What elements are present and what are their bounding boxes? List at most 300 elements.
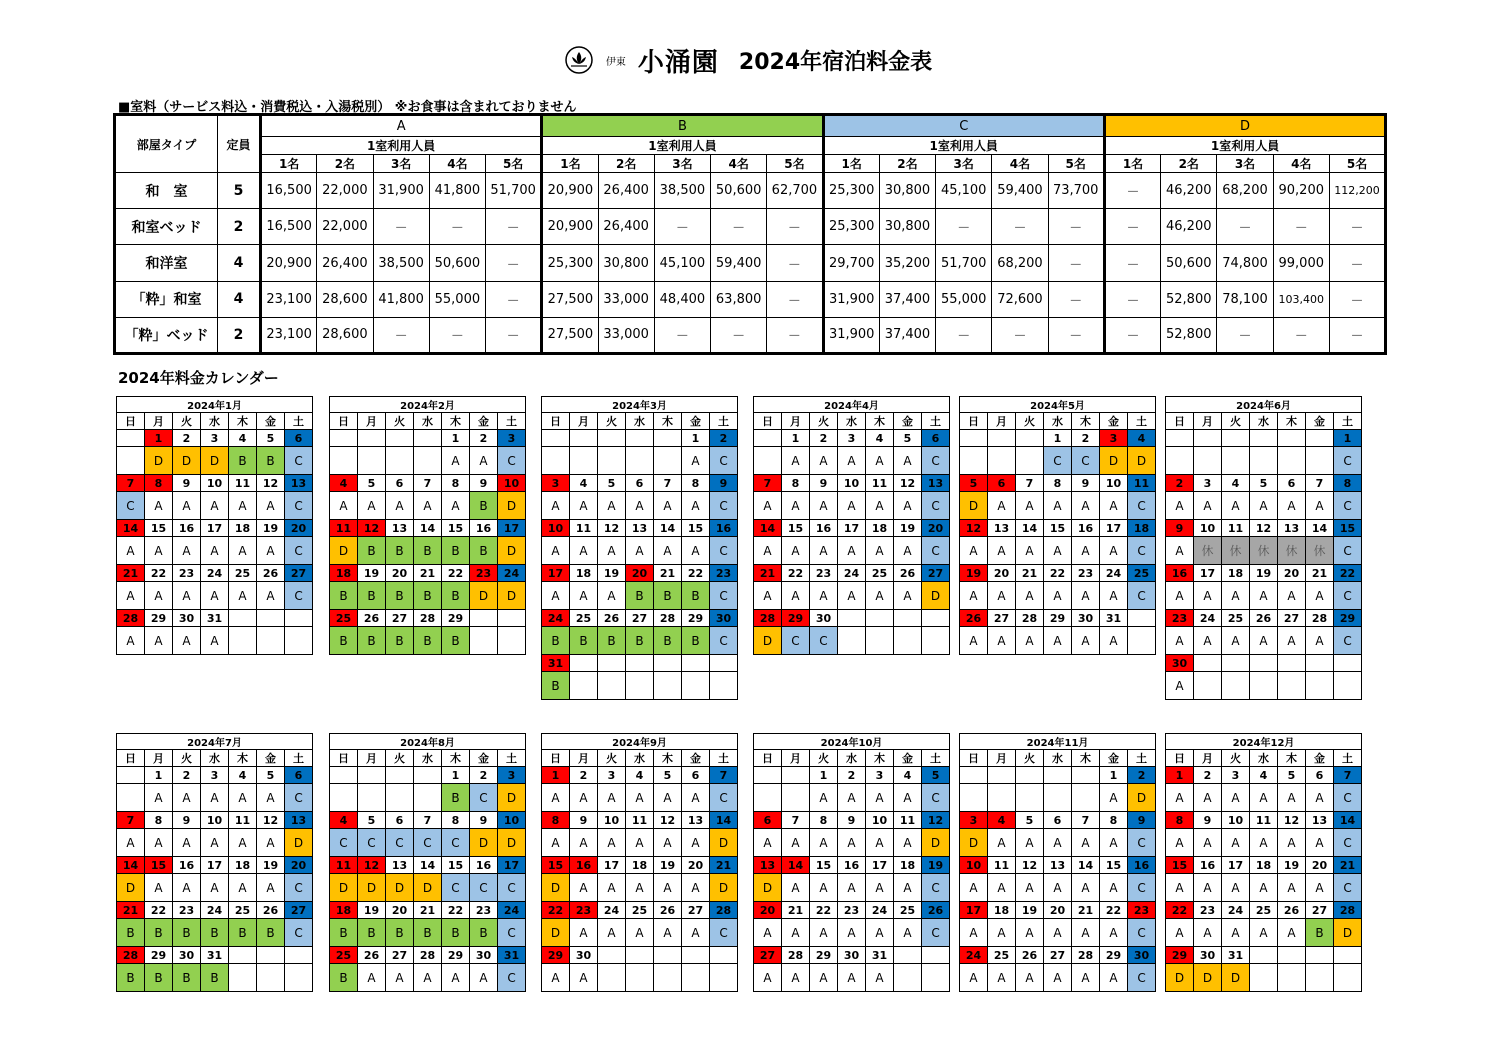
day-number: 19 (894, 520, 922, 537)
rate-code-cell: B (414, 919, 442, 947)
rate-code-cell: A (173, 582, 201, 610)
day-number: 23 (470, 902, 498, 919)
day-number: 23 (710, 565, 738, 582)
rate-code-cell: A (117, 537, 145, 565)
day-number: 22 (682, 565, 710, 582)
room-capacity: 4 (218, 281, 261, 317)
empty-rate-cell (838, 627, 866, 655)
weekday-header: 金 (470, 413, 498, 430)
empty-day-cell (470, 610, 498, 627)
per-room-label: 1室利用人員 (542, 137, 823, 155)
rate-code-cell: A (1100, 492, 1128, 520)
price-cell: 63,800 (711, 281, 767, 317)
rate-code-cell: B (201, 919, 229, 947)
weekday-header: 月 (145, 750, 173, 767)
weekday-header: 金 (1306, 413, 1334, 430)
day-number: 4 (330, 475, 358, 492)
empty-rate-cell (1016, 447, 1044, 475)
rate-code-cell: A (542, 784, 570, 812)
day-number: 10 (542, 520, 570, 537)
weekday-header: 火 (1222, 413, 1250, 430)
rate-code-cell: A (782, 447, 810, 475)
weekday-header: 火 (173, 413, 201, 430)
day-number: 4 (1128, 430, 1156, 447)
day-number: 23 (570, 902, 598, 919)
price-cell: － (1329, 317, 1385, 353)
rate-code-cell: A (570, 874, 598, 902)
rate-code-cell: A (229, 874, 257, 902)
rate-code-cell: A (1278, 919, 1306, 947)
day-number: 3 (201, 430, 229, 447)
weekday-header: 火 (598, 413, 626, 430)
price-cell: 51,700 (936, 245, 992, 281)
weekday-header: 水 (201, 750, 229, 767)
day-number: 3 (838, 430, 866, 447)
weekday-header: 火 (810, 750, 838, 767)
empty-rate-cell (1222, 447, 1250, 475)
day-number: 3 (498, 430, 526, 447)
weekday-header: 火 (1016, 413, 1044, 430)
empty-day-cell (960, 430, 988, 447)
day-number: 23 (838, 902, 866, 919)
empty-rate-cell (542, 447, 570, 475)
rate-code-cell: A (1306, 492, 1334, 520)
rate-code-cell: A (810, 829, 838, 857)
day-number: 30 (838, 947, 866, 964)
rate-code-cell: B (358, 537, 386, 565)
day-number: 25 (988, 947, 1016, 964)
day-number: 28 (117, 947, 145, 964)
rate-code-cell: A (173, 537, 201, 565)
day-number: 1 (682, 430, 710, 447)
price-table (113, 113, 1387, 355)
day-number: 7 (1016, 475, 1044, 492)
day-number: 24 (598, 902, 626, 919)
month-title: 2024年7月 (117, 734, 313, 750)
day-number: 15 (1100, 857, 1128, 874)
rate-code-cell: B (442, 919, 470, 947)
room-type-name: 和 室 (115, 173, 218, 209)
weekday-header: 金 (894, 750, 922, 767)
rate-code-cell: B (1306, 919, 1334, 947)
price-cell: 41,800 (429, 173, 485, 209)
weekday-header: 火 (386, 413, 414, 430)
rate-code-cell: B (442, 537, 470, 565)
day-number: 16 (570, 857, 598, 874)
rate-code-cell: C (1334, 537, 1362, 565)
month-title: 2024年10月 (754, 734, 950, 750)
empty-rate-cell (117, 784, 145, 812)
day-number: 14 (414, 520, 442, 537)
weekday-header: 金 (1100, 750, 1128, 767)
day-number: 30 (470, 947, 498, 964)
rate-code-cell: A (145, 492, 173, 520)
rate-code-cell: A (229, 582, 257, 610)
price-cell: 46,200 (1161, 173, 1217, 209)
weekday-header: 日 (117, 413, 145, 430)
rate-code-cell: A (1044, 492, 1072, 520)
rate-code-cell: A (654, 919, 682, 947)
price-cell: － (486, 209, 542, 245)
persons-header: 3名 (654, 155, 710, 173)
day-number: 15 (145, 520, 173, 537)
day-number: 19 (257, 857, 285, 874)
per-room-label: 1室利用人員 (261, 137, 542, 155)
day-number: 25 (626, 902, 654, 919)
day-number: 12 (960, 520, 988, 537)
rate-code-cell: D (498, 492, 526, 520)
empty-day-cell (1250, 655, 1278, 672)
empty-day-cell (1072, 767, 1100, 784)
page-title: 2024年宿泊料金表 (738, 49, 933, 75)
rate-code-cell: D (498, 784, 526, 812)
day-number: 4 (894, 767, 922, 784)
price-cell: － (992, 209, 1048, 245)
rate-code-cell: C (710, 582, 738, 610)
day-number: 20 (754, 902, 782, 919)
weekday-header: 日 (754, 750, 782, 767)
price-cell: － (767, 281, 823, 317)
rate-code-cell: C (285, 874, 313, 902)
day-number: 17 (866, 857, 894, 874)
empty-day-cell (1016, 767, 1044, 784)
price-cell: － (1217, 209, 1273, 245)
weekday-header: 金 (257, 413, 285, 430)
weekday-header: 土 (710, 413, 738, 430)
price-cell: － (654, 209, 710, 245)
day-number: 13 (285, 812, 313, 829)
day-number: 24 (1194, 610, 1222, 627)
rate-code-cell: A (810, 537, 838, 565)
rate-code-cell: C (922, 784, 950, 812)
price-cell: 51,700 (486, 173, 542, 209)
day-number: 20 (626, 565, 654, 582)
rate-code-cell: B (173, 919, 201, 947)
rate-code-cell: 休 (1278, 537, 1306, 565)
rate-code-cell: A (838, 829, 866, 857)
rate-code-cell: C (1128, 919, 1156, 947)
day-number: 3 (598, 767, 626, 784)
rate-code-cell: A (414, 492, 442, 520)
rate-code-cell: A (1100, 627, 1128, 655)
price-cell: － (936, 317, 992, 353)
rate-code-cell: A (570, 964, 598, 992)
day-number: 16 (1194, 857, 1222, 874)
day-number: 8 (1100, 812, 1128, 829)
empty-day-cell (414, 430, 442, 447)
month-title: 2024年9月 (542, 734, 738, 750)
day-number: 9 (173, 475, 201, 492)
room-type-name: 「粋」ベッド (115, 317, 218, 353)
rate-code-cell: A (838, 919, 866, 947)
day-number: 7 (414, 475, 442, 492)
rate-code-cell: A (442, 447, 470, 475)
weekday-header: 月 (358, 413, 386, 430)
rate-code-cell: C (442, 874, 470, 902)
day-number: 15 (810, 857, 838, 874)
day-number: 23 (810, 565, 838, 582)
day-number: 2 (1194, 767, 1222, 784)
rate-code-cell: D (285, 829, 313, 857)
day-number: 18 (1222, 565, 1250, 582)
price-cell: － (1048, 281, 1104, 317)
day-number: 22 (145, 565, 173, 582)
rate-code-cell: A (1250, 829, 1278, 857)
day-number: 24 (498, 902, 526, 919)
rate-code-cell: A (754, 964, 782, 992)
rate-code-cell: A (1222, 784, 1250, 812)
day-number: 14 (710, 812, 738, 829)
day-number: 6 (754, 812, 782, 829)
day-number: 8 (1334, 475, 1362, 492)
rate-code-cell: A (782, 582, 810, 610)
rate-code-cell: C (922, 874, 950, 902)
rate-code-cell: A (1044, 537, 1072, 565)
rate-code-cell: A (754, 492, 782, 520)
rate-code-cell: A (145, 829, 173, 857)
day-number: 17 (542, 565, 570, 582)
rate-code-cell: C (470, 874, 498, 902)
empty-day-cell (229, 947, 257, 964)
rate-code-cell: C (358, 829, 386, 857)
weekday-header: 金 (894, 413, 922, 430)
rate-code-cell: C (330, 829, 358, 857)
weekday-header: 土 (922, 413, 950, 430)
rate-code-cell: A (173, 492, 201, 520)
weekday-header: 水 (1044, 413, 1072, 430)
day-number: 15 (1166, 857, 1194, 874)
day-number: 30 (810, 610, 838, 627)
day-number: 29 (542, 947, 570, 964)
rate-group-d-header: D (1104, 115, 1385, 137)
rate-code-cell: A (117, 627, 145, 655)
rate-code-cell: A (1278, 829, 1306, 857)
day-number: 6 (626, 475, 654, 492)
rate-code-cell: A (1016, 829, 1044, 857)
rate-code-cell: 休 (1194, 537, 1222, 565)
day-number: 18 (866, 520, 894, 537)
day-number: 16 (1072, 520, 1100, 537)
empty-rate-cell (358, 784, 386, 812)
rate-code-cell: A (838, 537, 866, 565)
rate-code-cell: B (570, 627, 598, 655)
month-calendar (116, 733, 313, 992)
empty-rate-cell (710, 672, 738, 700)
weekday-header: 金 (682, 413, 710, 430)
price-cell: 20,900 (542, 209, 598, 245)
rate-code-cell: D (117, 874, 145, 902)
empty-rate-cell (894, 964, 922, 992)
day-number: 8 (1044, 475, 1072, 492)
rate-code-cell: A (1016, 874, 1044, 902)
weekday-header: 日 (542, 750, 570, 767)
rate-code-cell: C (710, 492, 738, 520)
price-cell: － (1104, 209, 1160, 245)
rate-code-cell: B (117, 919, 145, 947)
rate-code-cell: A (257, 874, 285, 902)
rate-code-cell: A (988, 582, 1016, 610)
day-number: 8 (810, 812, 838, 829)
day-number: 5 (1250, 475, 1278, 492)
day-number: 25 (1250, 902, 1278, 919)
day-number: 29 (782, 610, 810, 627)
rate-code-cell: D (960, 492, 988, 520)
month-title: 2024年1月 (117, 397, 313, 413)
day-number: 27 (626, 610, 654, 627)
day-number: 15 (682, 520, 710, 537)
day-number: 31 (201, 947, 229, 964)
rate-code-cell: C (470, 784, 498, 812)
rate-code-cell: D (542, 874, 570, 902)
rate-code-cell: C (710, 537, 738, 565)
empty-rate-cell (1278, 447, 1306, 475)
rate-code-cell: C (1334, 784, 1362, 812)
rate-code-cell: D (710, 874, 738, 902)
price-row (115, 281, 1386, 317)
day-number: 14 (1016, 520, 1044, 537)
day-number: 3 (960, 812, 988, 829)
empty-rate-cell (1250, 447, 1278, 475)
rate-code-cell: D (498, 537, 526, 565)
empty-day-cell (894, 610, 922, 627)
rate-code-cell: A (960, 964, 988, 992)
rate-code-cell: A (145, 784, 173, 812)
day-number: 25 (570, 610, 598, 627)
day-number: 10 (498, 812, 526, 829)
month-title: 2024年3月 (542, 397, 738, 413)
day-number: 5 (654, 767, 682, 784)
day-number: 27 (922, 565, 950, 582)
day-number: 26 (598, 610, 626, 627)
day-number: 16 (810, 520, 838, 537)
rate-code-cell: A (570, 492, 598, 520)
rate-code-cell: A (257, 829, 285, 857)
rate-code-cell: A (117, 829, 145, 857)
day-number: 21 (754, 565, 782, 582)
day-number: 9 (570, 812, 598, 829)
day-number: 20 (1306, 857, 1334, 874)
weekday-header: 火 (386, 750, 414, 767)
rate-code-cell: A (866, 874, 894, 902)
rate-code-cell: B (470, 537, 498, 565)
rate-code-cell: A (1278, 627, 1306, 655)
rate-code-cell: A (960, 537, 988, 565)
empty-day-cell (598, 947, 626, 964)
rate-code-cell: A (626, 492, 654, 520)
price-cell: 73,700 (1048, 173, 1104, 209)
rate-code-cell: C (386, 829, 414, 857)
day-number: 27 (285, 565, 313, 582)
empty-day-cell (1334, 947, 1362, 964)
weekday-header: 木 (654, 413, 682, 430)
day-number: 11 (229, 475, 257, 492)
rate-code-cell: A (1100, 829, 1128, 857)
empty-day-cell (710, 947, 738, 964)
day-number: 14 (1306, 520, 1334, 537)
rate-code-cell: A (1194, 874, 1222, 902)
day-number: 17 (1222, 857, 1250, 874)
rate-code-cell: A (654, 537, 682, 565)
rate-code-cell: A (1072, 537, 1100, 565)
persons-header: 1名 (823, 155, 879, 173)
empty-rate-cell (782, 784, 810, 812)
rate-code-cell: C (782, 627, 810, 655)
day-number: 9 (1166, 520, 1194, 537)
empty-day-cell (1250, 430, 1278, 447)
rate-code-cell: A (386, 492, 414, 520)
day-number: 10 (201, 475, 229, 492)
weekday-header: 金 (682, 750, 710, 767)
rate-code-cell: C (1334, 829, 1362, 857)
logo-name: 小涌園 (637, 47, 719, 78)
rate-code-cell: B (386, 627, 414, 655)
rate-code-cell: A (1250, 627, 1278, 655)
price-cell: 38,500 (654, 173, 710, 209)
room-capacity: 4 (218, 245, 261, 281)
empty-rate-cell (229, 964, 257, 992)
rate-code-cell: B (386, 582, 414, 610)
price-cell: 28,600 (317, 281, 373, 317)
rate-code-cell: D (1128, 447, 1156, 475)
empty-day-cell (570, 430, 598, 447)
rate-code-cell: A (682, 537, 710, 565)
day-number: 31 (1222, 947, 1250, 964)
day-number: 4 (229, 767, 257, 784)
rate-code-cell: A (1016, 492, 1044, 520)
day-number: 4 (1222, 475, 1250, 492)
rate-code-cell: A (838, 492, 866, 520)
day-number: 22 (442, 565, 470, 582)
price-cell: 16,500 (261, 173, 317, 209)
day-number: 5 (960, 475, 988, 492)
price-cell: － (992, 317, 1048, 353)
day-number: 17 (960, 902, 988, 919)
rate-code-cell: A (866, 829, 894, 857)
day-number: 3 (542, 475, 570, 492)
persons-header: 5名 (486, 155, 542, 173)
rate-code-cell: A (782, 537, 810, 565)
price-cell: 31,900 (823, 317, 879, 353)
empty-day-cell (1016, 430, 1044, 447)
rate-code-cell: A (654, 874, 682, 902)
day-number: 1 (145, 430, 173, 447)
day-number: 29 (145, 947, 173, 964)
room-type-header: 部屋タイプ (115, 115, 218, 173)
persons-header: 4名 (1273, 155, 1329, 173)
day-number: 13 (682, 812, 710, 829)
empty-day-cell (754, 430, 782, 447)
day-number: 28 (654, 610, 682, 627)
persons-header: 4名 (711, 155, 767, 173)
price-cell: 68,200 (992, 245, 1048, 281)
day-number: 19 (1250, 565, 1278, 582)
day-number: 1 (1166, 767, 1194, 784)
rate-code-cell: A (1194, 627, 1222, 655)
price-cell: 26,400 (317, 245, 373, 281)
rate-code-cell: D (1166, 964, 1194, 992)
rate-code-cell: A (810, 874, 838, 902)
price-cell: － (1329, 281, 1385, 317)
rate-code-cell: A (838, 784, 866, 812)
day-number: 31 (201, 610, 229, 627)
day-number: 9 (838, 812, 866, 829)
day-number: 11 (570, 520, 598, 537)
day-number: 6 (386, 812, 414, 829)
rate-code-cell: B (470, 919, 498, 947)
rate-code-cell: C (1334, 874, 1362, 902)
day-number: 24 (866, 902, 894, 919)
price-row (115, 245, 1386, 281)
